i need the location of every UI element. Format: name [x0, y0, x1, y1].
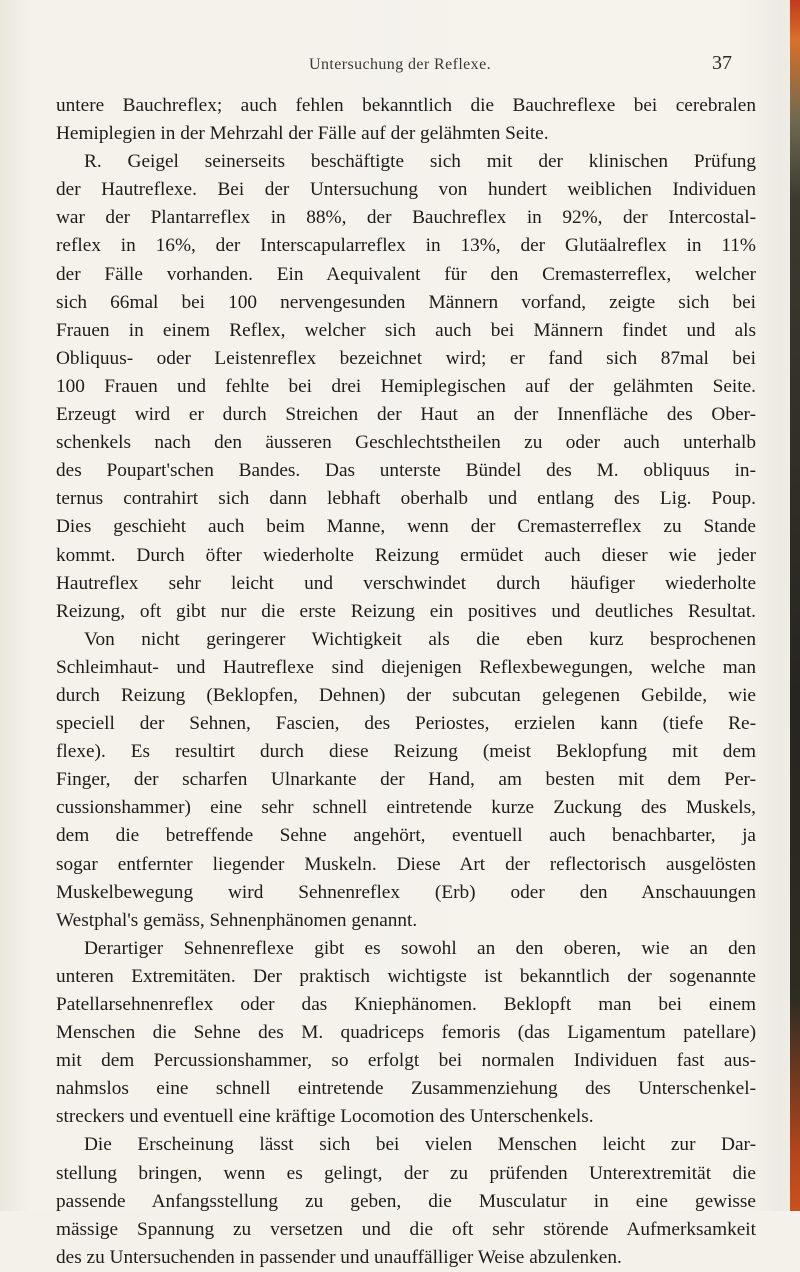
- text-line: Finger, der scharfen Ulnarkante der Hand, am besten mit dem Per-: [56, 769, 756, 791]
- text-line: schenkels nach den äusseren Geschlechtstheilen zu oder auch unterhalb: [56, 432, 756, 454]
- text-line: mit dem Percussionshammer, so erfolgt bei normalen Individuen fast aus-: [56, 1050, 756, 1072]
- page-edge-strip: [790, 0, 800, 1211]
- text-line: Hemiplegien in der Mehrzahl der Fälle auf der gelähmten Seite.: [56, 123, 549, 145]
- text-line: der Hautreflexe. Bei der Untersuchung von hundert weiblichen Individuen: [56, 179, 756, 201]
- text-line: Menschen die Sehne des M. quadriceps femoris (das Ligamentum patellare): [56, 1022, 756, 1044]
- text-line: 100 Frauen und fehlte bei drei Hemiplegischen auf der gelähmten Seite.: [56, 375, 756, 397]
- text-line: Frauen in einem Reflex, welcher sich auch bei Männern findet und als: [56, 319, 756, 341]
- text-line: der Fälle vorhanden. Ein Aequivalent für den Cremasterreflex, welcher: [56, 263, 756, 285]
- page-header: [0, 52, 800, 82]
- text-line: sogar entfernter liegender Muskeln. Diese Art der reflectorisch ausgelösten: [56, 853, 756, 875]
- text-line: Dies geschieht auch beim Manne, wenn der Cremasterreflex zu Stande: [56, 516, 756, 538]
- text-line: speciell der Sehnen, Fascien, des Periostes, erzielen kann (tiefe Re-: [56, 713, 756, 735]
- text-line: R. Geigel seinerseits beschäftigte sich mit der klinischen Prüfung: [84, 151, 756, 173]
- text-line: reflex in 16%, der Interscapularreflex in 13%, der Glutäalreflex in 11%: [56, 235, 756, 257]
- text-line: ternus contrahirt sich dann lebhaft oberhalb und entlang des Lig. Poup.: [56, 488, 756, 510]
- text-line: dem die betreffende Sehne angehört, eventuell auch benachbarter, ja: [56, 825, 756, 847]
- text-line: des Poupart'schen Bandes. Das unterste Bündel des M. obliquus in-: [56, 460, 756, 482]
- text-line: stellung bringen, wenn es gelingt, der zu prüfenden Unterextremität die: [56, 1162, 756, 1184]
- text-line: passende Anfangsstellung zu geben, die Musculatur in eine gewisse: [56, 1190, 756, 1212]
- text-line: Schleimhaut- und Hautreflexe sind diejenigen Reflexbewegungen, welche man: [56, 656, 756, 678]
- text-line: flexe). Es resultirt durch diese Reizung (meist Beklopfung mit dem: [56, 741, 756, 763]
- text-line: Derartiger Sehnenreflexe gibt es sowohl an den oberen, wie an den: [84, 937, 756, 959]
- text-line: Die Erscheinung lässt sich bei vielen Menschen leicht zur Dar-: [84, 1134, 756, 1156]
- text-line: Obliquus- oder Leistenreflex bezeichnet wird; er fand sich 87mal bei: [56, 347, 756, 369]
- text-line: nahmslos eine schnell eintretende Zusammenziehung des Unterschenkel-: [56, 1078, 756, 1100]
- text-line: Von nicht geringerer Wichtigkeit als die eben kurz besprochenen: [84, 628, 756, 650]
- text-line: cussionshammer) eine sehr schnell eintretende kurze Zuckung des Muskels,: [56, 797, 756, 819]
- page-number: 37: [712, 52, 732, 74]
- text-line: Reizung, oft gibt nur die erste Reizung ein positives und deutliches Resultat.: [56, 600, 756, 622]
- text-line: Patellarsehnenreflex oder das Kniephänomen. Beklopft man bei einem: [56, 994, 756, 1015]
- running-head: Untersuchung der Reflexe.: [309, 56, 491, 73]
- text-line: mässige Spannung zu versetzen und die oft sehr störende Aufmerksamkeit: [56, 1218, 756, 1240]
- text-line: Muskelbewegung wird Sehnenreflex (Erb) oder den Anschauungen: [56, 881, 756, 903]
- text-line: streckers und eventuell eine kräftige Locomotion des Unterschenkels.: [56, 1106, 594, 1128]
- text-line: Hautreflex sehr leicht und verschwindet durch häufiger wiederholte: [56, 572, 756, 594]
- text-line: Westphal's gemäss, Sehnenphänomen genannt.: [56, 909, 418, 931]
- text-line: war der Plantarreflex in 88%, der Bauchreflex in 92%, der Intercostal-: [56, 207, 756, 229]
- body-text: [56, 92, 756, 1272]
- text-line: untere Bauchreflex; auch fehlen bekanntlich die Bauchreflexe bei cerebralen: [56, 95, 756, 116]
- text-line: durch Reizung (Beklopfen, Dehnen) der subcutan gelegenen Gebilde, wie: [56, 684, 756, 706]
- text-line: sich 66mal bei 100 nervengesunden Männern vorfand, zeigte sich bei: [56, 291, 756, 313]
- text-line: des zu Untersuchenden in passender und unauffälliger Weise abzulenken.: [56, 1246, 622, 1268]
- text-line: Erzeugt wird er durch Streichen der Haut an der Innenfläche des Ober-: [56, 404, 756, 426]
- text-line: kommt. Durch öfter wiederholte Reizung ermüdet auch dieser wie jeder: [56, 544, 756, 566]
- text-line: unteren Extremitäten. Der praktisch wichtigste ist bekanntlich der sogenannte: [56, 965, 756, 987]
